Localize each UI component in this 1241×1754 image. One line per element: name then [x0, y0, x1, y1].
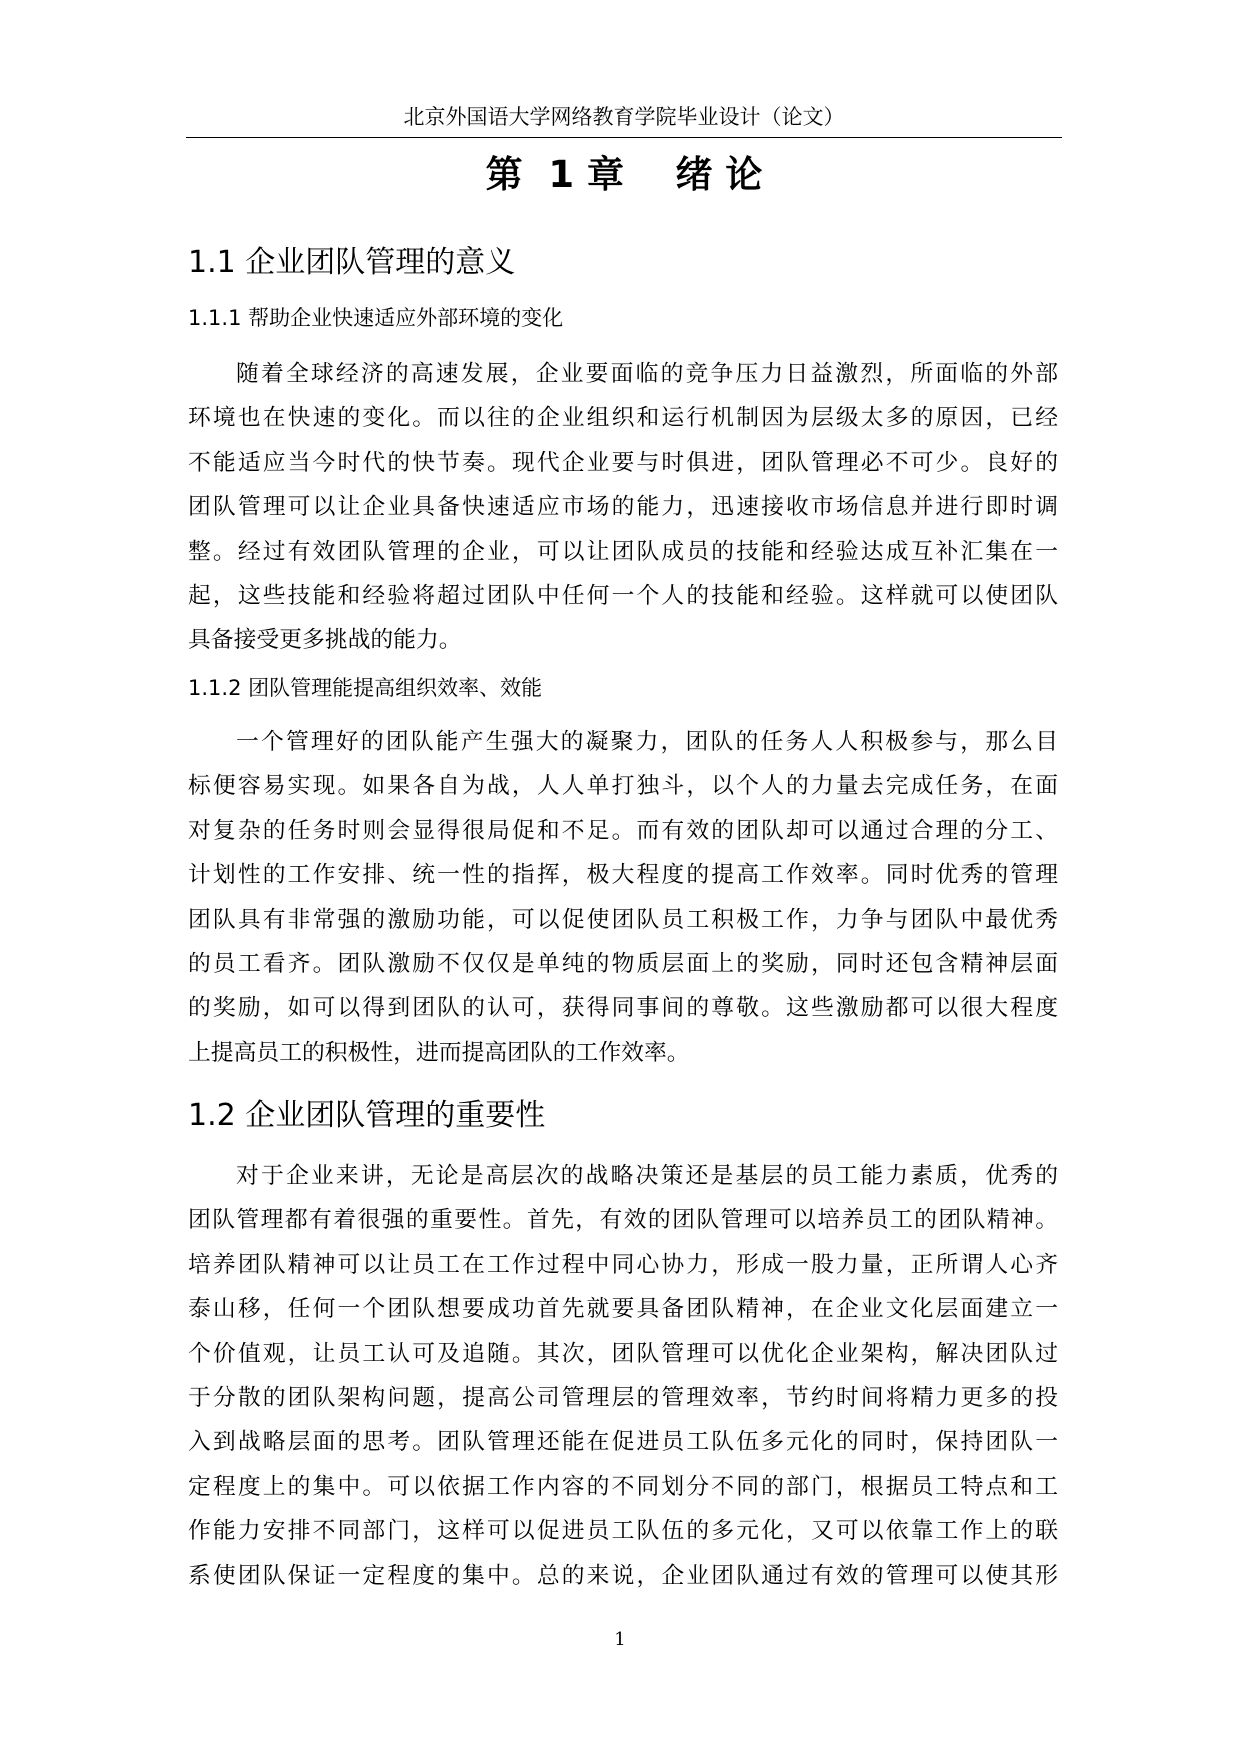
text-line: 具备接受更多挑战的能力。: [188, 627, 462, 654]
text-line: 团队管理都有着很强的重要性。首先，有效的团队管理可以培养员工的团队精神。: [188, 1207, 1058, 1234]
text-line: 团队具有非常强的激励功能，可以促使团队员工积极工作，力争与团队中最优秀: [188, 906, 1058, 933]
header-divider: [186, 137, 1062, 138]
text-line: 对复杂的任务时则会显得很局促和不足。而有效的团队却可以通过合理的分工、: [188, 817, 1058, 844]
text-line: 培养团队精神可以让员工在工作过程中同心协力，形成一股力量，正所谓人心齐: [188, 1251, 1058, 1278]
running-header: 北京外国语大学网络教育学院毕业设计（论文）: [403, 105, 845, 129]
text-line: 随着全球经济的高速发展，企业要面临的竞争压力日益激烈，所面临的外部: [236, 361, 1058, 387]
paragraph-1-2: [188, 1154, 1058, 1598]
text-line: 作能力安排不同部门，这样可以促进员工队伍的多元化，又可以依靠工作上的联: [188, 1518, 1058, 1545]
text-line: 于分散的团队架构问题，提高公司管理层的管理效率，节约时间将精力更多的投: [188, 1384, 1058, 1411]
text-line: 整。经过有效团队管理的企业，可以让团队成员的技能和经验达成互补汇集在一: [188, 538, 1058, 565]
text-line: 标便容易实现。如果各自为战，人人单打独斗，以个人的力量去完成任务，在面: [188, 773, 1058, 800]
paragraph-1-1-2: [188, 720, 1058, 1075]
text-line: 团队管理可以让企业具备快速适应市场的能力，迅速接收市场信息并进行即时调: [188, 494, 1058, 521]
text-line: 个价值观，让员工认可及追随。其次，团队管理可以优化企业架构，解决团队过: [188, 1340, 1058, 1367]
text-line: 泰山移，任何一个团队想要成功首先就要具备团队精神，在企业文化层面建立一: [188, 1296, 1058, 1323]
text-line: 不能适应当今时代的快节奏。现代企业要与时俱进，团队管理必不可少。良好的: [188, 449, 1058, 476]
section-heading-1-1: 1.1 企业团队管理的意义: [188, 245, 516, 280]
paragraph-1-1-1: [188, 352, 1058, 663]
chapter-title: 第 1 章 绪 论: [485, 153, 763, 196]
text-line: 的员工看齐。团队激励不仅仅是单纯的物质层面上的奖励，同时还包含精神层面: [188, 950, 1058, 977]
text-line: 计划性的工作安排、统一性的指挥，极大程度的提高工作效率。同时优秀的管理: [188, 862, 1058, 889]
text-line: 系使团队保证一定程度的集中。总的来说，企业团队通过有效的管理可以使其形: [188, 1562, 1058, 1589]
page-number: 1: [614, 1629, 626, 1650]
text-line: 环境也在快速的变化。而以往的企业组织和运行机制因为层级太多的原因，已经: [188, 405, 1058, 432]
subsection-heading-1-1-1: 1.1.1 帮助企业快速适应外部环境的变化: [188, 306, 564, 330]
text-line: 起，这些技能和经验将超过团队中任何一个人的技能和经验。这样就可以使团队: [188, 582, 1058, 609]
text-line: 的奖励，如可以得到团队的认可，获得同事间的尊敬。这些激励都可以很大程度: [188, 995, 1058, 1022]
text-line: 定程度上的集中。可以依据工作内容的不同划分不同的部门，根据员工特点和工: [188, 1473, 1058, 1500]
text-line: 一个管理好的团队能产生强大的凝聚力，团队的任务人人积极参与，那么目: [236, 729, 1058, 755]
section-heading-1-2: 1.2 企业团队管理的重要性: [188, 1098, 546, 1133]
subsection-heading-1-1-2: 1.1.2 团队管理能提高组织效率、效能: [188, 676, 543, 700]
text-line: 对于企业来讲，无论是高层次的战略决策还是基层的员工能力素质，优秀的: [236, 1163, 1058, 1189]
text-line: 上提高员工的积极性，进而提高团队的工作效率。: [188, 1039, 690, 1066]
text-line: 入到战略层面的思考。团队管理还能在促进员工队伍多元化的同时，保持团队一: [188, 1429, 1058, 1456]
